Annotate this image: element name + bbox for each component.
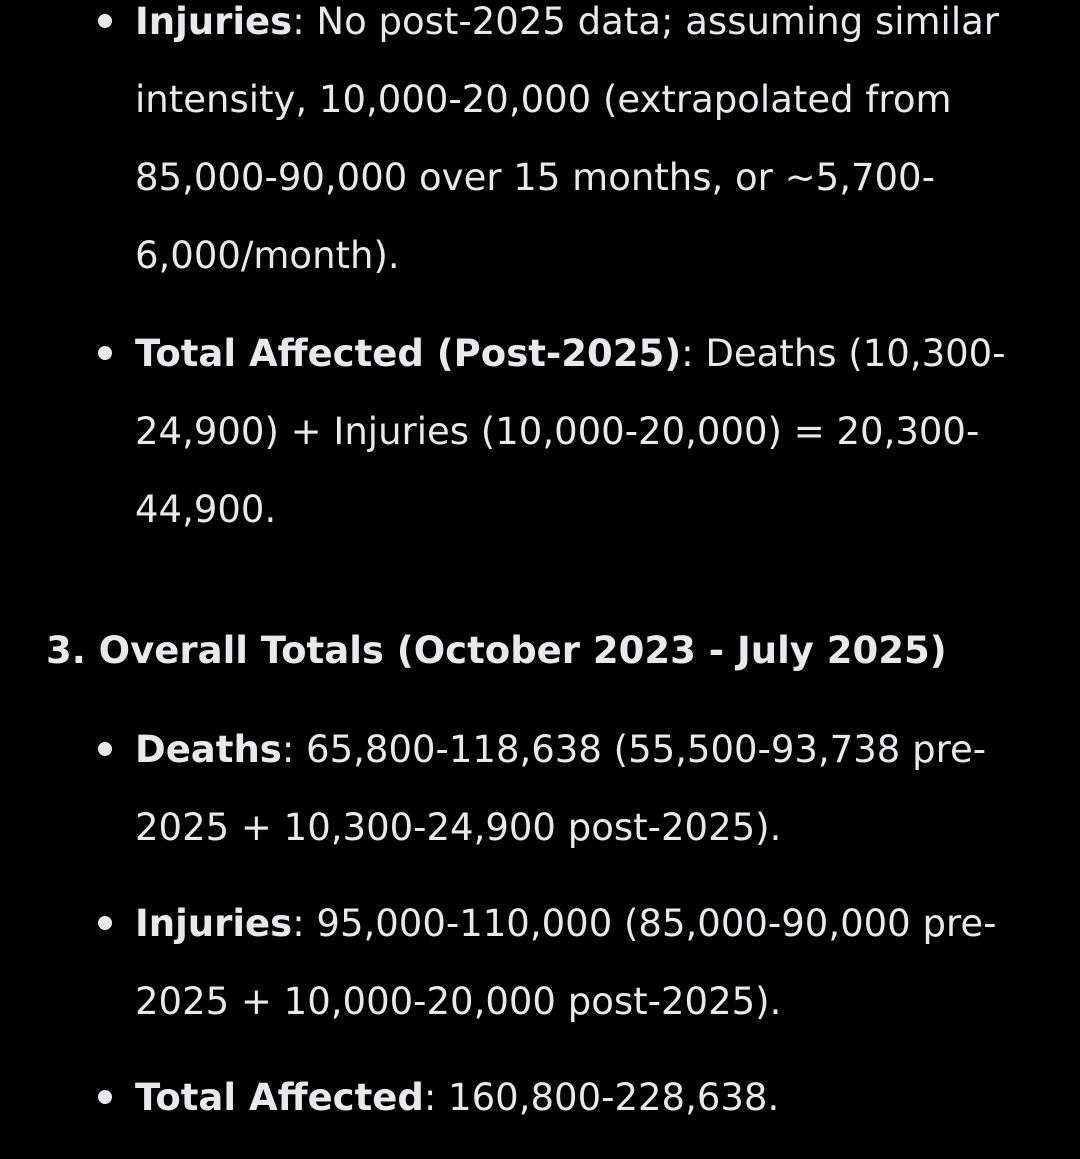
bullet-icon — [98, 742, 112, 756]
item-text: : 160,800-228,638. — [423, 1076, 780, 1119]
bullet-icon — [98, 14, 112, 28]
bullet-icon — [98, 1090, 112, 1104]
item-text: : 65,800-118,638 (55,500-93,738 pre-2025 + 10,300-24,900 post-2025). — [135, 728, 987, 849]
item-label: Total Affected (Post-2025) — [135, 332, 682, 375]
section-2-bullet-list — [0, 0, 1080, 549]
item-text: : No post-2025 data; assuming similar intensity, 10,000-20,000 (extrapolated from 85,000-90,000 over 15 months, or ~5,700-6,000/month). — [135, 0, 999, 277]
section-3-bullet-list — [0, 711, 1080, 1137]
item-text: : 95,000-110,000 (85,000-90,000 pre-2025 + 10,000-20,000 post-2025). — [135, 902, 997, 1023]
bullet-icon — [98, 346, 112, 360]
bullet-icon — [98, 916, 112, 930]
item-label: Deaths — [135, 728, 282, 771]
list-item — [0, 711, 1080, 867]
list-item — [0, 315, 1080, 549]
list-item — [0, 0, 1080, 295]
item-label: Injuries — [135, 902, 293, 945]
item-label: Total Affected — [135, 1076, 424, 1119]
section-heading: 3. Overall Totals (October 2023 - July 2025) — [46, 629, 947, 672]
item-label: Injuries — [135, 0, 293, 43]
list-item — [0, 1059, 1080, 1137]
item-text: : Deaths (10,300-24,900) + Injuries (10,000-20,000) = 20,300-44,900. — [135, 332, 1006, 531]
list-item — [0, 885, 1080, 1041]
